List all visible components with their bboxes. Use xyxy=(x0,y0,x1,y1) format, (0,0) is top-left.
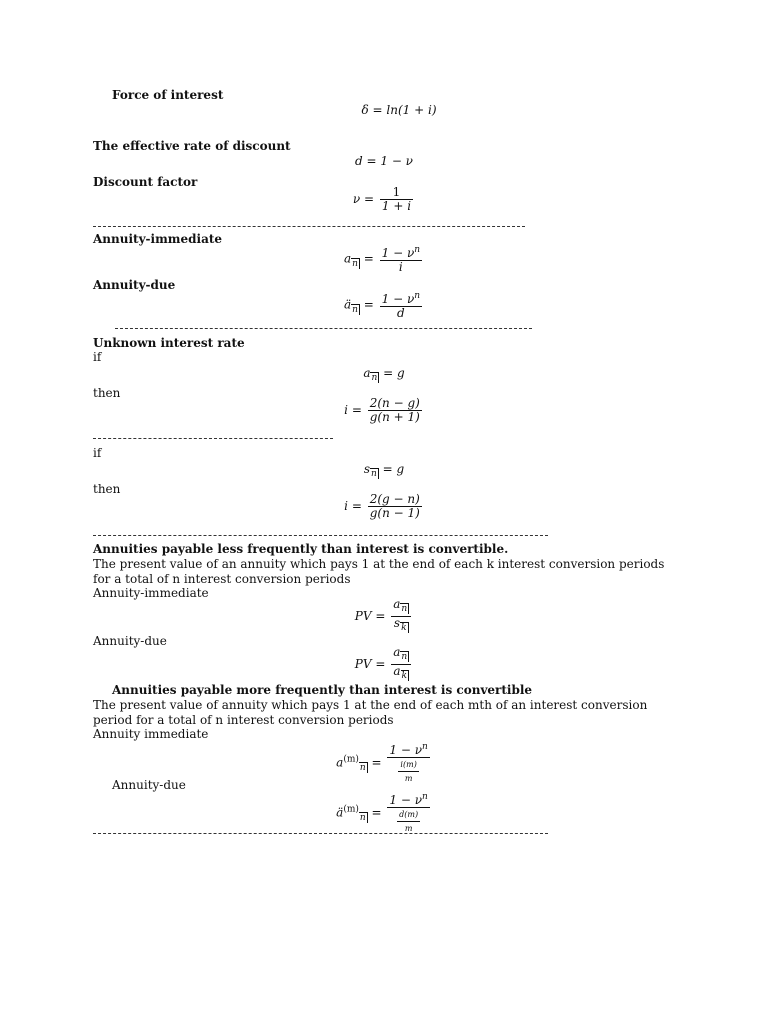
equals: = xyxy=(351,499,362,513)
condition-text: = g xyxy=(383,366,405,380)
formula-annuity-due xyxy=(0,290,768,320)
fraction xyxy=(380,290,422,320)
formula-interest-rate-2 xyxy=(0,493,768,520)
angle-n: n xyxy=(359,762,366,773)
fraction xyxy=(391,598,411,635)
divider xyxy=(93,833,548,834)
heading-discount-factor: Discount factor xyxy=(93,175,198,189)
angle-n: n xyxy=(359,812,366,823)
numerator: 1 xyxy=(392,185,401,199)
divider xyxy=(115,328,532,329)
fraction xyxy=(387,741,429,785)
numerator: 2(n − g) xyxy=(369,396,420,410)
angle-k: k xyxy=(401,671,408,681)
formula-interest-rate-1 xyxy=(0,397,768,424)
denominator: g(n + 1) xyxy=(369,410,420,424)
exponent: n xyxy=(414,245,421,255)
symbol-s: s xyxy=(363,462,370,476)
symbol-a: a xyxy=(393,664,401,678)
numerator xyxy=(391,646,411,664)
denominator: 1 + i xyxy=(381,199,412,213)
superscript-m: (m) xyxy=(404,810,419,819)
num-text: 1 − ν xyxy=(381,292,415,306)
numerator xyxy=(380,244,422,260)
denominator: g(n − 1) xyxy=(369,506,420,520)
symbol-s: s xyxy=(393,616,401,630)
symbol-a: a xyxy=(393,645,401,659)
denominator: d xyxy=(380,306,422,320)
formula-pv-immediate xyxy=(0,598,768,635)
inner-numerator xyxy=(397,808,420,821)
heading-more-frequently: Annuities payable more frequently than interest is convertible xyxy=(112,683,533,697)
fraction xyxy=(368,397,422,424)
label-annuity-immediate: Annuity immediate xyxy=(93,727,209,741)
equals: = xyxy=(351,403,362,417)
formula-condition-a xyxy=(0,366,768,385)
denominator xyxy=(387,757,429,785)
heading-annuity-due: Annuity-due xyxy=(93,278,176,292)
inner-denominator: m xyxy=(398,771,418,785)
formula-text: δ = ln(1 + i) xyxy=(361,103,437,117)
inner-numerator xyxy=(398,758,418,771)
formula-annuity-immediate xyxy=(0,244,768,274)
numerator xyxy=(380,290,422,306)
denominator xyxy=(387,807,429,835)
formula-text: d = 1 − ν xyxy=(355,154,413,168)
divider xyxy=(93,226,525,227)
symbol-i: i xyxy=(400,760,403,769)
symbol-a: a xyxy=(336,755,344,770)
exponent: n xyxy=(414,291,421,301)
exponent: n xyxy=(422,742,428,752)
numerator xyxy=(391,598,411,616)
heading-force-of-interest: Force of interest xyxy=(112,88,224,102)
label-annuity-due: Annuity-due xyxy=(93,634,167,648)
symbol-d: d xyxy=(399,810,405,819)
formula-pv-due xyxy=(0,646,768,683)
text-if: if xyxy=(93,446,102,460)
fraction xyxy=(387,791,429,835)
angle-n: n xyxy=(352,304,358,315)
num-text: 1 − ν xyxy=(389,743,423,757)
divider xyxy=(93,438,333,439)
superscript-m: (m) xyxy=(343,754,359,765)
symbol-i: i xyxy=(344,499,349,513)
formula-discount-factor xyxy=(0,186,768,213)
text-then: then xyxy=(93,482,121,496)
condition-text: = g xyxy=(382,462,405,476)
divider xyxy=(93,535,548,536)
numerator xyxy=(387,741,429,757)
formula-annuity-due-m xyxy=(0,791,768,835)
inner-denominator: m xyxy=(397,821,420,835)
denominator: i xyxy=(380,260,422,274)
angle-k: k xyxy=(401,623,407,633)
symbol-a: a xyxy=(363,366,371,380)
text-if: if xyxy=(93,350,102,364)
formula-effective-rate xyxy=(0,154,768,168)
numerator xyxy=(387,791,429,807)
pv-lhs: PV = xyxy=(354,609,386,623)
num-text: 1 − ν xyxy=(389,793,423,807)
inner-fraction xyxy=(397,808,420,835)
num-text: 1 − ν xyxy=(381,246,415,260)
paragraph-more-frequently: The present value of annuity which pays 1 at the end of each mth of an interest conversion period for a total of n interest conversion periods xyxy=(93,698,648,727)
label-annuity-immediate: Annuity-immediate xyxy=(93,586,209,600)
angle-n: n xyxy=(370,469,377,479)
equals: = xyxy=(371,755,382,770)
heading-effective-rate: The effective rate of discount xyxy=(93,139,291,153)
heading-less-frequently: Annuities payable less frequently than interest is convertible. xyxy=(93,542,509,556)
symbol-i: i xyxy=(344,403,349,417)
heading-unknown-interest-rate: Unknown interest rate xyxy=(93,336,245,350)
angle-n: n xyxy=(352,258,358,269)
heading-annuity-immediate: Annuity-immediate xyxy=(93,232,223,246)
symbol-a-double-dot: ä xyxy=(343,297,352,312)
formula-condition-s xyxy=(0,462,768,481)
paragraph-less-frequently: The present value of an annuity which pays 1 at the end of each k interest conversion periods for a total of n interest conversion periods xyxy=(93,557,665,586)
fraction xyxy=(391,646,411,683)
symbol-a-double-dot: ä xyxy=(336,805,344,820)
angle-n: n xyxy=(401,652,408,662)
formula-lhs: ν = xyxy=(352,192,375,206)
text-then: then xyxy=(93,386,121,400)
pv-due-lhs: PV = xyxy=(354,657,386,671)
superscript-m: (m) xyxy=(402,760,417,769)
numerator: 2(g − n) xyxy=(369,492,420,506)
inner-fraction xyxy=(398,758,418,785)
symbol-a: a xyxy=(393,597,401,611)
superscript-m: (m) xyxy=(343,804,359,815)
fraction xyxy=(380,244,422,274)
equals: = xyxy=(363,297,374,312)
equals: = xyxy=(371,805,382,820)
angle-n: n xyxy=(371,373,378,383)
denominator xyxy=(391,664,411,683)
fraction xyxy=(380,186,413,213)
formula-force-of-interest xyxy=(15,103,768,117)
exponent: n xyxy=(422,792,428,802)
equals: = xyxy=(363,251,374,266)
angle-n: n xyxy=(401,604,408,614)
denominator xyxy=(391,616,411,635)
fraction xyxy=(368,493,422,520)
symbol-a: a xyxy=(343,251,352,266)
label-annuity-due: Annuity-due xyxy=(112,778,186,792)
